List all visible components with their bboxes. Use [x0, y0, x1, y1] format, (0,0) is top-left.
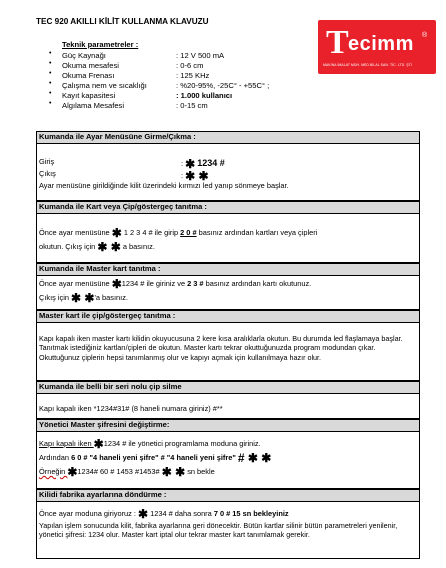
star-icon: ✱: [138, 507, 149, 521]
document-title: TEC 920 AKILLI KİLİT KULLANMA KLAVUZU: [36, 17, 209, 26]
spec-key: Okuma mesafesi: [62, 61, 119, 70]
entry-label: Giriş: [39, 157, 55, 166]
admin-line-1: Kapı kapalı iken ✱1234 # ile yönetici programlama moduna giriniz.: [39, 437, 261, 451]
bullet-icon: •: [49, 100, 52, 107]
star-icon: ✱: [111, 277, 122, 291]
section-menu-entry: [36, 131, 420, 201]
section-heading: Yönetici Master şifresini değiştirme:: [37, 420, 419, 432]
section-factory-reset: [36, 489, 420, 559]
reset-paragraph: Yapılan işlem sonucunda kilit, fabrika ayarlarına geri dönecektir. Bütün kartlar silinir bütün parametreleri yenilenir, yönetici şifresi: 1234 olur. Master kart iptal olur tekrar master kart tanımlamak gerekir.: [39, 521, 398, 540]
colon: :: [181, 171, 186, 180]
bullet-icon: •: [49, 80, 52, 87]
specs-title: Teknik parametreler :: [62, 40, 139, 49]
star-group-icon: # ✱ ✱: [237, 451, 272, 465]
spec-key: Okuma Frenası: [62, 71, 115, 80]
card-line-1: Önce ayar menüsüne ✱ 1 2 3 4 # ile girip 2 0 # basınız ardından kartları veya çipleri: [39, 226, 318, 240]
delete-line: Kapı kapalı iken *1234#31# (8 haneli numara giriniz) #**: [39, 404, 223, 413]
spec-key: Çalışma nem ve sıcaklığı: [62, 81, 147, 90]
section-delete-chip: [36, 381, 420, 419]
card-line-2: okutun. Çıkış için ✱ ✱ a basınız.: [39, 240, 155, 254]
section-card-enroll: [36, 201, 420, 263]
bullet-icon: •: [49, 90, 52, 97]
master-line-2: Çıkış için ✱ ✱'a basınız.: [39, 291, 128, 305]
section-master-card: [36, 263, 420, 310]
star-icon: ✱: [67, 465, 78, 479]
section-heading: Kumanda ile Ayar Menüsüne Girme/Çıkma :: [37, 132, 419, 144]
section-master-enroll: [36, 310, 420, 381]
star-icon: ✱: [111, 226, 122, 240]
exit-line: [39, 169, 209, 183]
section-heading: Master kart ile çip/göstergeç tanıtma :: [37, 311, 419, 323]
bullet-icon: •: [49, 70, 52, 77]
entry-line: [39, 157, 225, 171]
section-admin-password: [36, 419, 420, 489]
bullet-icon: •: [49, 50, 52, 57]
spec-key: Algılama Mesafesi: [62, 101, 125, 110]
star-icon: ✱: [93, 437, 104, 451]
section-heading: Kumanda ile Master kart tanıtma :: [37, 264, 419, 276]
spec-value: : 1.000 kullanıcı: [176, 91, 233, 100]
reset-line-1: Önce ayar moduna giriyoruz : ✱ 1234 # daha sonra 7 0 # 15 sn bekleyiniz: [39, 507, 289, 521]
spec-value: : 12 V 500 mA: [176, 51, 225, 60]
entry-code: 1234 #: [197, 158, 225, 168]
menu-note: Ayar menüsüne girildiğinde kilit üzerindeki kırmızı led yanıp sönmeye başlar.: [39, 181, 289, 190]
star-pair-icon: ✱ ✱: [185, 169, 209, 183]
spec-key: Kayıt kapasitesi: [62, 91, 116, 100]
section-heading: Kumanda ile Kart veya Çip/göstergeç tanıtma :: [37, 202, 419, 214]
admin-line-2: Ardından 6 0 # "4 haneli yeni şifre" # "4 haneli yeni şifre" # ✱ ✱: [39, 451, 272, 465]
exit-label: Çıkış: [39, 169, 56, 178]
spec-value: : 125 KHz: [176, 71, 210, 80]
logo-registered: ®: [422, 32, 428, 39]
logo-mark: T: [326, 24, 349, 61]
spec-key: Güç Kaynağı: [62, 51, 106, 60]
master-paragraph: Kapı kapalı iken master kartı kilidin okuyucusuna 2 kere kısa aralıklarla okutun. Bu durumda led flaşlamaya başlar. Tanıtmak istediğiniz kartları/çipleri de okutun. Master kartı tekrar okuttuğunuzda program modundan çıkar. Okuttuğunuz çiplerin hepsi tanımlanmış olur ve kapıyı açmak için kullanılmaya hazır olur.: [39, 334, 403, 362]
bullet-icon: •: [49, 60, 52, 67]
spec-value: : 0-15 cm: [176, 101, 208, 110]
star-pair-icon: ✱ ✱: [71, 291, 95, 305]
section-heading: Kilidi fabrika ayarlarına döndürme :: [37, 490, 419, 502]
spec-value: : 0-6 cm: [176, 61, 204, 70]
section-heading: Kumanda ile belli bir seri nolu çip silme: [37, 382, 419, 394]
master-line-1: Önce ayar menüsüne ✱1234 # ile giriniz ve 2 3 # basınız ardından kartı okutunuz.: [39, 277, 312, 291]
star-pair-icon: ✱ ✱: [161, 465, 186, 479]
colon: :: [181, 159, 186, 168]
admin-line-3: Örneğin ✱1234# 60 # 1453 #1453# ✱ ✱ sn bekle: [39, 465, 215, 479]
star-icon: ✱: [185, 157, 196, 171]
logo-word: ecimm: [348, 33, 414, 55]
spec-value: : %20-95%, -25C° - +55C° ;: [176, 81, 270, 90]
logo-subtitle: MAKİNA İMALAT MÜH. MED.BİLAL SAN. TİC. LTD. ŞTİ: [323, 63, 412, 67]
star-pair-icon: ✱ ✱: [97, 240, 121, 254]
tecimm-logo: [318, 20, 436, 74]
